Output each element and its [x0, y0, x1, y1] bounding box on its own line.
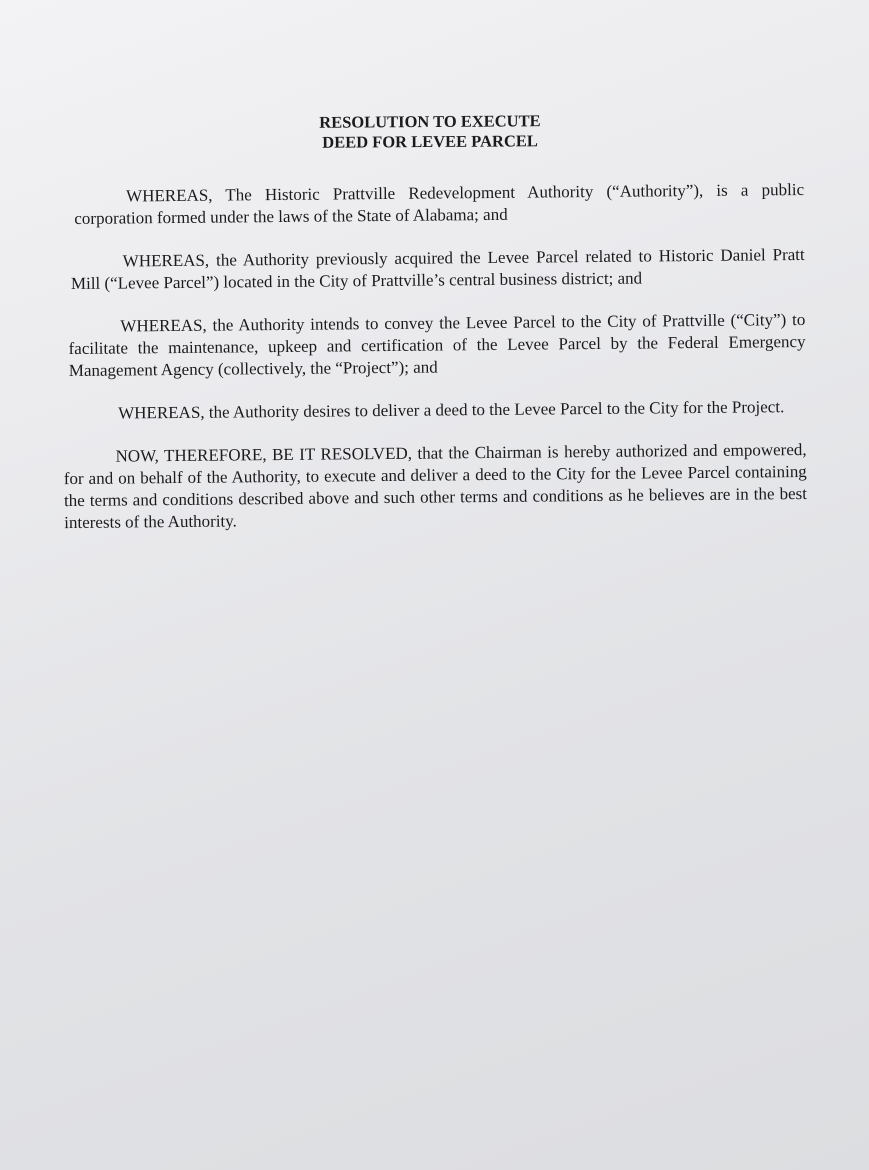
paragraph-resolved: NOW, THEREFORE, BE IT RESOLVED, that the Chairman is hereby authorized and empowered, for and on behalf of the Authority, to execute and deliver a deed to the City for the Levee Parcel containing the terms and conditions described above and such other terms and conditions as he believes are in the best interests of the Authority.: [63, 439, 808, 533]
document-body: [63, 179, 808, 555]
paragraph-whereas-convey: WHEREAS, the Authority intends to convey the Levee Parcel to the City of Prattville (“City”) to facilitate the maintenance, upkeep and certification of the Levee Parcel by the Federal Emergency Management Agency (collectively, the “Project”); and: [68, 309, 806, 381]
title-line-2: DEED FOR LEVEE PARCEL: [322, 131, 538, 152]
paragraph-whereas-deliver: WHEREAS, the Authority desires to deliver a deed to the Levee Parcel to the City for the Project.: [118, 397, 785, 423]
paragraph-whereas-authority: WHEREAS, The Historic Prattville Redevelopment Authority (“Authority”), is a public corporation formed under the laws of the State of Alabama; and: [74, 179, 805, 228]
title-line-1: RESOLUTION TO EXECUTE: [319, 111, 541, 132]
document-title: [0, 109, 860, 155]
paragraph-whereas-acquired: WHEREAS, the Authority previously acquired the Levee Parcel related to Historic Daniel Pratt Mill (“Levee Parcel”) located in the City of Prattville’s central business district; and: [70, 244, 805, 294]
